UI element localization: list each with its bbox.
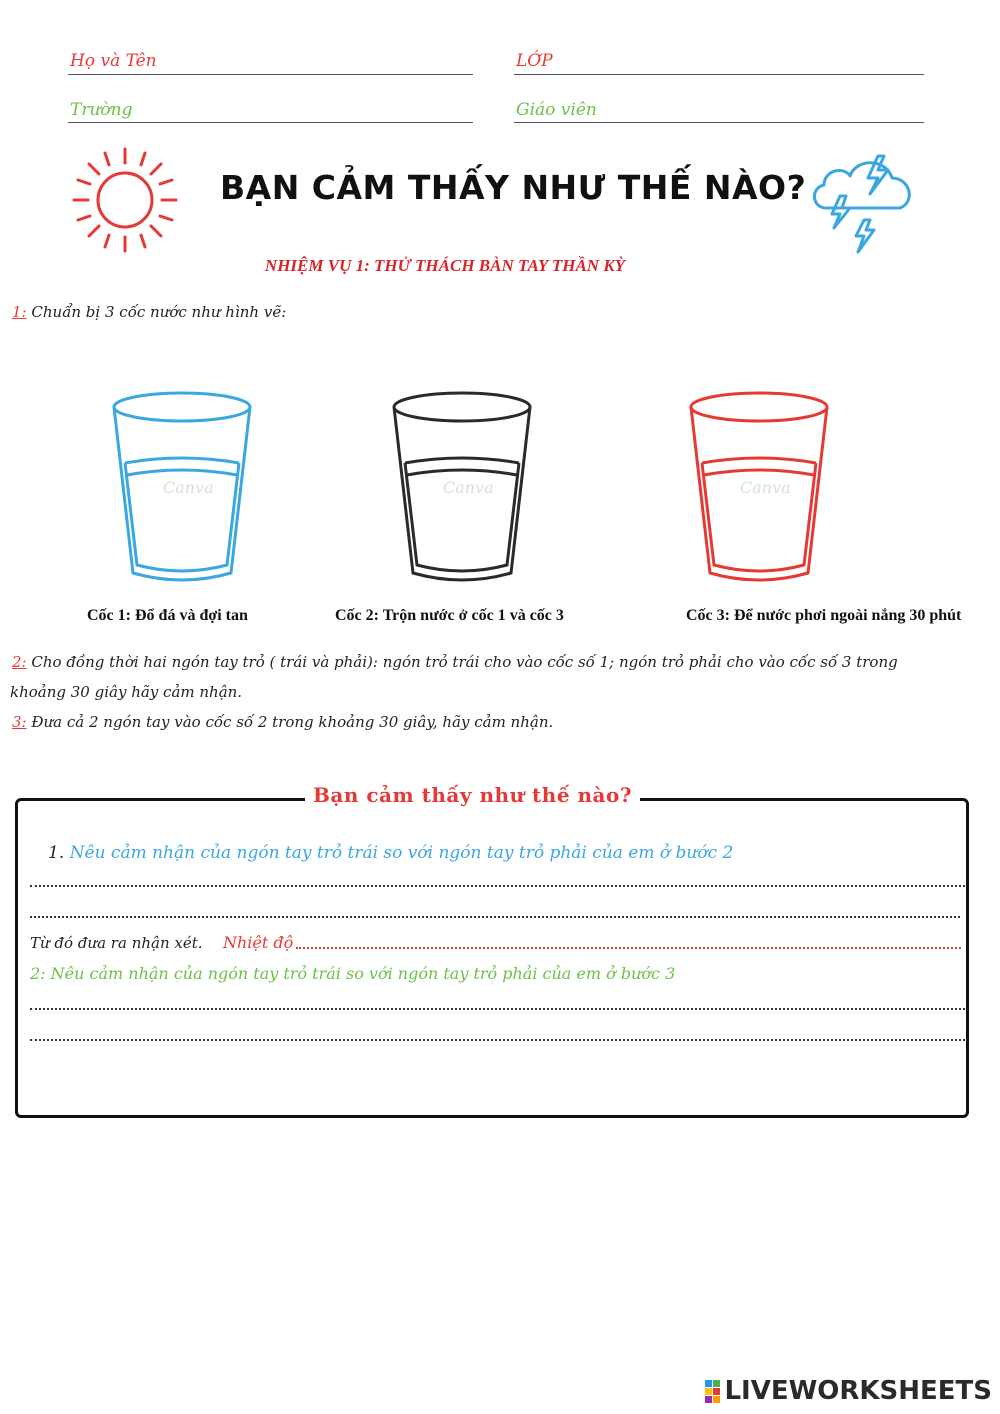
cup-1: [105, 385, 260, 590]
name-label: Họ và Tên: [70, 51, 157, 71]
conclusion-line[interactable]: [296, 947, 961, 949]
cup-3-watermark: Canva: [740, 478, 791, 497]
cup-2: [385, 385, 540, 590]
step-3-number: 3:: [12, 713, 27, 731]
cup-3: [682, 385, 837, 590]
school-field-line[interactable]: [68, 122, 473, 123]
step-1: [12, 303, 286, 321]
school-label: Trường: [70, 100, 133, 120]
brand-logo: [705, 1376, 992, 1406]
task-subtitle: NHIỆM VỤ 1: THỬ THÁCH BÀN TAY THẦN KỲ: [264, 256, 626, 275]
question-1-number: 1.: [48, 843, 65, 863]
step-2-text: Cho đồng thời hai ngón tay trỏ ( trái và phải): ngón trỏ trái cho vào cốc số 1; ngón trỏ phải cho vào cốc số 3 trong: [31, 653, 898, 671]
step-3: [12, 713, 553, 731]
conclusion-temperature-label: Nhiệt độ: [223, 933, 294, 952]
answer-line-2[interactable]: [30, 916, 960, 918]
answer-box-title: Bạn cảm thấy như thế nào?: [305, 783, 640, 807]
sun-icon: [70, 145, 180, 255]
question-2: 2: Nêu cảm nhận của ngón tay trỏ trái so với ngón tay trỏ phải của em ở bước 3: [30, 964, 676, 983]
brand-blocks-icon: [705, 1380, 720, 1403]
answer-line-1[interactable]: [30, 885, 965, 887]
class-label: LỚP: [516, 51, 553, 71]
conclusion-label: Từ đó đưa ra nhận xét.: [30, 934, 203, 952]
teacher-label: Giáo viên: [516, 100, 597, 120]
step-1-number: 1:: [12, 303, 27, 321]
question-1-text: Nêu cảm nhận của ngón tay trỏ trái so với ngón tay trỏ phải của em ở bước 2: [69, 843, 734, 863]
step-1-text: Chuẩn bị 3 cốc nước như hình vẽ:: [31, 303, 287, 321]
step-3-text: Đưa cả 2 ngón tay vào cốc số 2 trong khoảng 30 giây, hãy cảm nhận.: [31, 713, 554, 731]
class-field-line[interactable]: [514, 74, 924, 75]
storm-cloud-icon: [806, 150, 918, 258]
name-field-line[interactable]: [68, 74, 473, 75]
cup-2-caption: Cốc 2: Trộn nước ở cốc 1 và cốc 3: [335, 607, 564, 624]
teacher-field-line[interactable]: [514, 122, 924, 123]
cup-2-watermark: Canva: [443, 478, 494, 497]
answer-line-4[interactable]: [30, 1039, 965, 1041]
step-2-continued: khoảng 30 giây hãy cảm nhận.: [10, 683, 243, 701]
cup-1-watermark: Canva: [163, 478, 214, 497]
answer-line-3[interactable]: [30, 1008, 965, 1010]
question-1: [48, 843, 733, 863]
cup-3-caption: Cốc 3: Để nước phơi ngoài nắng 30 phút: [686, 607, 962, 624]
page-title: BẠN CẢM THẤY NHƯ THẾ NÀO?: [220, 168, 807, 207]
step-2-number: 2:: [12, 653, 27, 671]
cup-1-caption: Cốc 1: Đổ đá và đợi tan: [87, 607, 248, 624]
step-2: [12, 653, 987, 671]
brand-text: LIVEWORKSHEETS: [724, 1376, 992, 1406]
